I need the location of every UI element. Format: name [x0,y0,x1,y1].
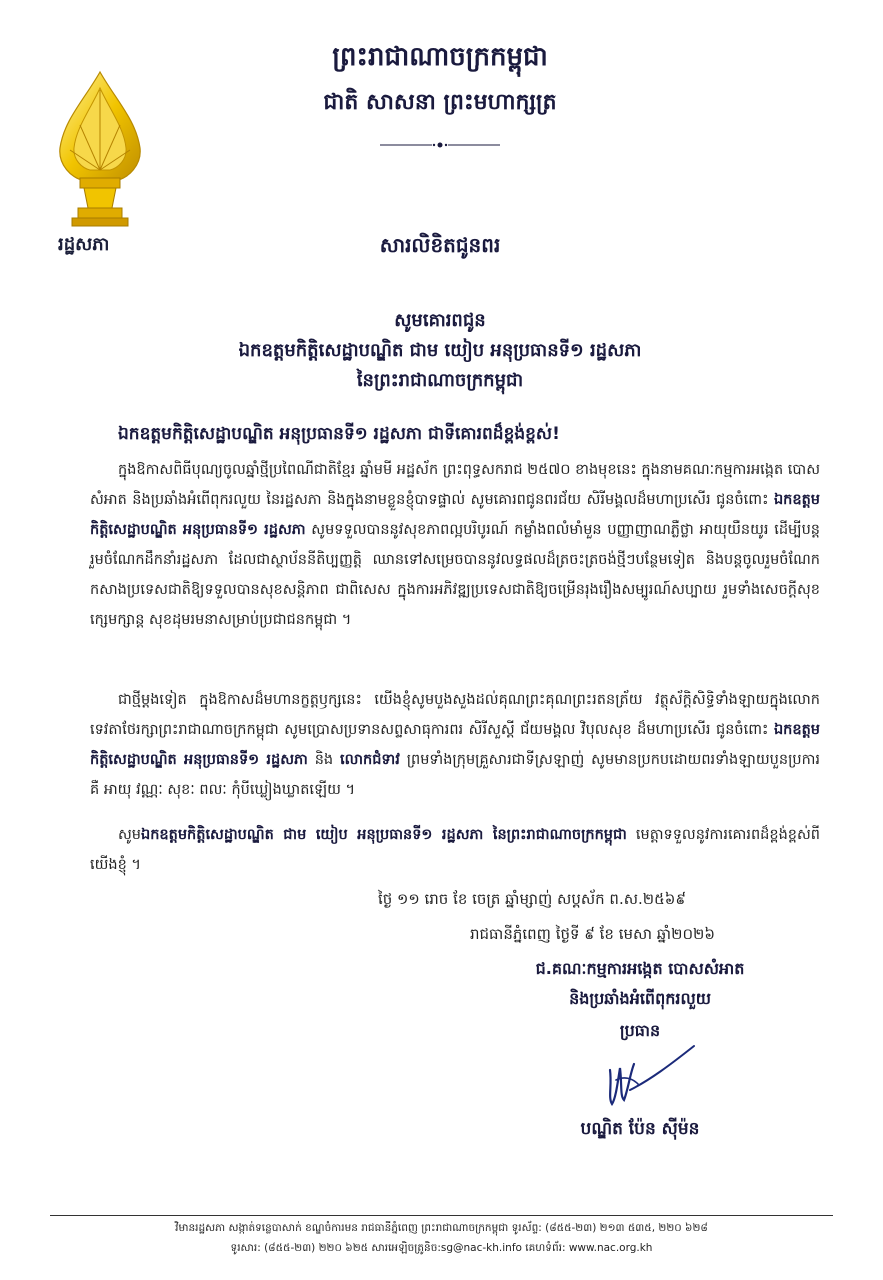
footer-contact: ទូរសារ: (៨៥៥-២៣) ២២០ ៦២៥ សារអេឡិចត្រូនិច:sg@nac-kh.info គេហទំព័រ: www.nac.org.kh [230,1242,653,1254]
lunar-date: ថ្ងៃ ១១ រោច ខែ ចេត្រ ឆ្នាំម្សាញ់ សប្តស័ក ព.ស.២៥៦៩ [378,890,686,908]
senate-label: រដ្ឋសភា [58,234,110,255]
p1-text-b: សូមទទួលបាននូវសុខភាពល្អបរិបូរណ៍ កម្លាំងពលំមាំមួន បញ្ញាញាណភ្លឺថ្លា អាយុយឺនយូរ ដើម្បីបន្តរួមចំណែកដឹកនាំរដ្ឋសភា ដែលជាស្ថាប័ននីតិប្បញ្ញត្តិ ឈានទៅសម្រេចបាននូវលទ្ធផលដ៏ត្រចះត្រចង់ថ្មីៗបន្ថែមទៀត និងបន្តចូលរួមចំណែកកសាងប្រទេសជាតិឱ្យទទួលបានសុខសន្តិភាព ជាពិសេស ក្នុងការអភិវឌ្ឍប្រទេសជាតិឱ្យចម្រើនរុងរឿងសម្បូរណ៍សប្បាយ រួមទាំងសេចក្តីសុខក្សេមក្សាន្ត សុខដុមរមនាសម្រាប់ប្រជាជនកម្ពុជា ។ [90,522,820,628]
salutation: ឯកឧត្តមកិត្តិសេដ្ឋាបណ្ឌិត អនុប្រធានទី១ រដ្ឋសភា ជាទីគោរពដ៏ខ្ពង់ខ្ពស់! [118,424,560,444]
body-paragraph-1 [90,455,820,675]
kingdom-heading: ព្រះរាជាណាចក្រកម្ពុជា [332,42,548,72]
addressee-line-1: សូមគោរពជូន [394,310,486,331]
committee-name-line-1: ជ.គណៈកម្មការអង្កេត បោសសំអាត [535,959,745,978]
footer-divider [50,1215,833,1216]
body-paragraph-2 [90,685,820,810]
body-paragraph-3 [90,820,820,880]
p3-bold-name: ឯកឧត្តមកិត្តិសេដ្ឋាបណ្ឌិត ជាម យៀប អនុប្រធានទី១ រដ្ឋសភា នៃព្រះរាជាណាចក្រកម្ពុជា [141,827,627,843]
addressee-line-2: ឯកឧត្តមកិត្តិសេដ្ឋាបណ្ឌិត ជាម យៀប អនុប្រធានទី១ រដ្ឋសភា [238,340,642,361]
p2-text-a: ជាថ្មីម្តងទៀត ក្នុងឱកាសដ៏មហានក្ខត្តឫក្សនេះ យើងខ្ញុំសូមបួងសួងដល់គុណព្រះគុណព្រះរតនត្រ័យ វត្ថុស័ក្តិសិទ្ធិទាំងឡាយក្នុងលោក ទេវតាថែរក្សាព្រះរាជាណាចក្រកម្ពុជា សូមប្រោសប្រទានសព្ទសាធុការពរ សិរីសួស្តី ជ័យមង្គល វិបុលសុខ ដ៏មហាប្រសើរ ជូនចំពោះ [90,692,820,738]
handwritten-signature-icon [590,1040,700,1120]
footer-address: វិមានរដ្ឋសភា សង្កាត់ទន្លេបាសាក់ ខណ្ឌចំការមន រាជធានីភ្នំពេញ ព្រះរាជាណាចក្រកម្ពុជា ទូរស័ព្ទ: (៨៥៥-២៣) ២១៣ ៥៣៥, ២២០ ៦២៨ [175,1222,708,1234]
signer-name: បណ្ឌិត ប៉ែន ស៊ីម៉ន [580,1119,700,1139]
p1-bold-name: ឯកឧត្តមកិត្តិសេដ្ឋាបណ្ឌិត អនុប្រធានទី១ រដ្ឋសភា [90,492,820,538]
document-type-title: សារលិខិតជូនពរ [379,233,501,257]
p2-bold-name: ឯកឧត្តមកិត្តិសេដ្ឋាបណ្ឌិត អនុប្រធានទី១ រដ្ឋសភា [90,722,820,768]
national-motto: ជាតិ សាសនា ព្រះមហាក្សត្រ [323,89,557,115]
p3-text-b: មេត្តាទទួលនូវការគោរពដ៏ខ្ពង់ខ្ពស់ពីយើងខ្ញុំ ។ [90,827,820,873]
p2-bold-spouse: លោកជំទាវ [340,752,400,768]
p1-text-a: ក្នុងឱកាសពិធីបុណ្យចូលឆ្នាំថ្មីប្រពៃណីជាតិខ្មែរ ឆ្នាំមមី អដ្ឋស័ក ព្រះពុទ្ធសករាជ ២៥៧០ ខាងមុខនេះ ក្នុងនាមគណៈកម្មការអង្កេត បោសសំអាត និងប្រឆាំងអំពើពុករលួយ នៃរដ្ឋសភា និងក្នុងនាមខ្លួនខ្ញុំបាទផ្ទាល់ សូមគោរពជូនពរជ័យ សិរីមង្គលដ៏មហាប្រសើរ ជូនចំពោះ [90,462,820,508]
committee-name-line-2: និងប្រឆាំងអំពើពុករលួយ [569,989,711,1008]
ornament-divider-icon [380,140,500,150]
place-and-date: រាជធានីភ្នំពេញ ថ្ងៃទី ៩ ខែ មេសា ឆ្នាំ២០២៦ [470,925,716,943]
p2-text-mid: និង [314,752,334,768]
addressee-line-3: នៃព្រះរាជាណាចក្រកម្ពុជា [356,370,524,391]
p3-text-a: សូម [118,827,142,843]
signer-role: ប្រធាន [619,1021,661,1040]
p2-text-b: ព្រមទាំងក្រុមគ្រួសារជាទីស្រឡាញ់ សូមមានប្រកបដោយពរទាំងឡាយបួនប្រការ គឺ អាយុ វណ្ណៈ សុខៈ ពលៈ កុំបីឃ្លៀងឃ្លាតឡើយ ។ [90,752,821,798]
senate-emblem-icon [54,70,146,230]
